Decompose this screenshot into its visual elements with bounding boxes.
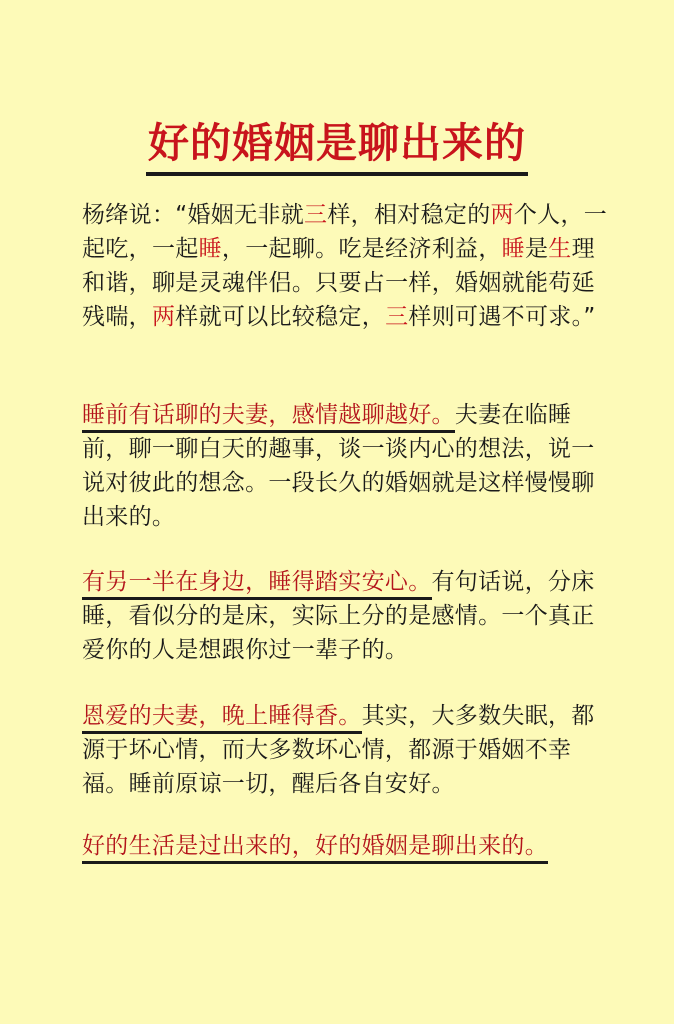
- section-paragraph-2: [82, 565, 612, 667]
- title-container: [0, 118, 674, 176]
- section-paragraph-1: [82, 398, 612, 534]
- section-body-2: 有句话说，分床睡，看似分的是床，实际上分的是感情。一个真正爱你的人是想跟你过一辈子的。: [82, 569, 595, 663]
- emphasis-char: 三: [304, 202, 328, 228]
- closing-line: 好的生活是过出来的，好的婚姻是聊出来的。: [82, 833, 548, 864]
- emphasis-char: 三: [385, 304, 409, 330]
- section-lead-3: 恩爱的夫妻，晚上睡得香。: [82, 703, 362, 734]
- page-title: 好的婚姻是聊出来的: [146, 118, 528, 176]
- emphasis-char: 生: [548, 236, 572, 262]
- emphasis-char: 两: [490, 202, 514, 228]
- emphasis-char: 睡: [198, 236, 222, 262]
- section-lead-2: 有另一半在身边，睡得踏实安心。: [82, 569, 432, 600]
- emphasis-char: 两: [151, 304, 176, 330]
- closing-paragraph: [82, 829, 612, 863]
- section-body-1: 夫妻在临睡前，聊一聊白天的趣事，谈一谈内心的想法，说一说对彼此的想念。一段长久的婚姻就是这样慢慢聊出来的。: [82, 402, 595, 530]
- quote-paragraph: 杨绛说：“婚姻无非就三样，相对稳定的两个人，一起吃，一起睡，一起聊。吃是经济利益，睡是生理和谐，聊是灵魂伴侣。只要占一样，婚姻就能苟延残喘，两样就可以比较稳定，三样则可遇不可求。”: [82, 202, 608, 330]
- emphasis-char: 睡: [501, 236, 525, 262]
- section-body-3: 其实，大多数失眠，都源于坏心情，而大多数坏心情，都源于婚姻不幸福。睡前原谅一切，醒后各自安好。: [82, 703, 595, 797]
- section-lead-1: 睡前有话聊的夫妻，感情越聊越好。: [82, 402, 455, 433]
- section-paragraph-3: [82, 699, 612, 801]
